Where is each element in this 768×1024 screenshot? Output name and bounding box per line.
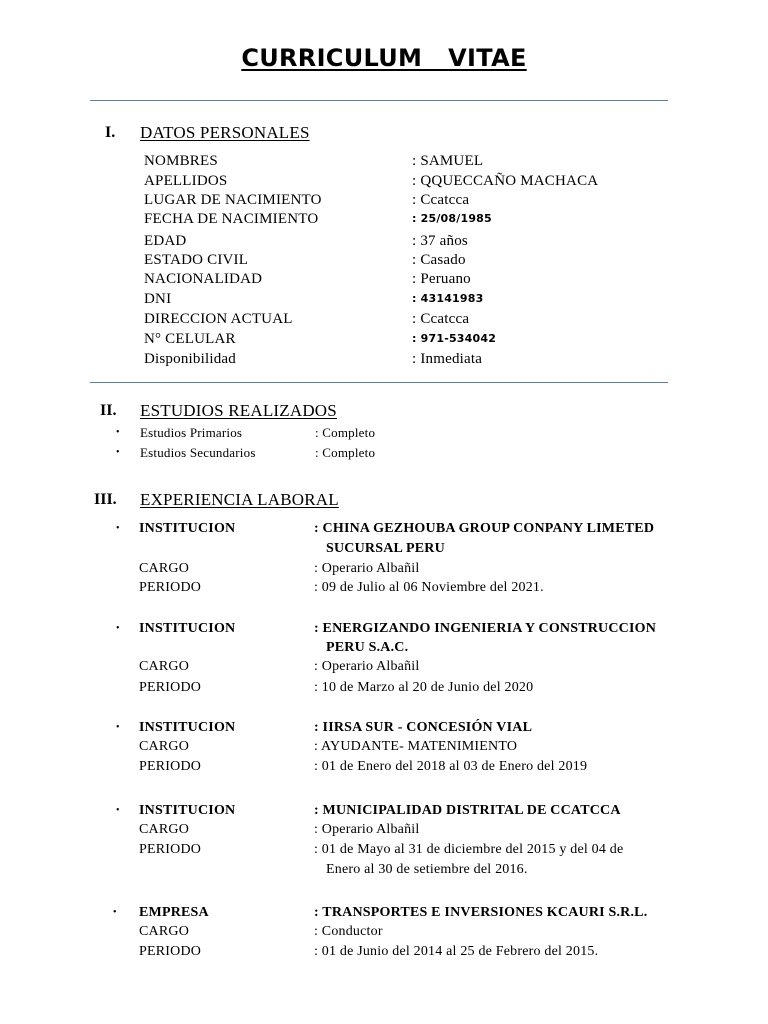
experience-head-continuation: SUCURSAL PERU [326, 541, 445, 556]
personal-label: FECHA DE NACIMIENTO [144, 211, 319, 227]
bullet: • [116, 805, 120, 816]
studies-value: : Completo [315, 445, 376, 460]
experience-periodo-label: PERIODO [139, 842, 202, 857]
experience-periodo-label: PERIODO [139, 680, 202, 695]
experience-cargo-value: : Operario Albañil [314, 561, 420, 576]
studies-row [140, 423, 376, 443]
experience-head-label: INSTITUCION [139, 803, 236, 818]
personal-label: Disponibilidad [144, 351, 236, 367]
experience-head-value: : MUNICIPALIDAD DISTRITAL DE CCATCCA [314, 803, 621, 818]
section-number-studies: II. [100, 402, 117, 419]
experience-periodo-label: PERIODO [139, 759, 202, 774]
experience-periodo-row [139, 942, 599, 962]
personal-value: : QQUECCAÑO MACHACA [412, 173, 599, 189]
personal-value: : Peruano [412, 271, 471, 287]
personal-label: LUGAR DE NACIMIENTO [144, 192, 322, 208]
personal-value: : Ccatcca [412, 192, 470, 208]
personal-label: DNI [144, 291, 172, 307]
experience-head-continuation: PERU S.A.C. [326, 640, 409, 655]
bullet: • [116, 427, 120, 438]
section-number-personal: I. [105, 124, 116, 141]
experience-periodo-label: PERIODO [139, 944, 202, 959]
personal-label: DIRECCION ACTUAL [144, 311, 293, 327]
studies-label: Estudios Primarios [140, 425, 243, 440]
experience-periodo-row [139, 678, 534, 698]
experience-head-value: : CHINA GEZHOUBA GROUP CONPANY LIMETED [314, 521, 655, 536]
experience-head-value: : ENERGIZANDO INGENIERIA Y CONSTRUCCION [314, 621, 657, 636]
experience-head-value: : IIRSA SUR - CONCESIÓN VIAL [314, 720, 533, 735]
experience-periodo-value: : 09 de Julio al 06 Noviembre del 2021. [314, 580, 544, 595]
experience-cargo-value: : AYUDANTE- MATENIMIENTO [314, 739, 518, 754]
experience-head-row [139, 619, 657, 639]
bullet: • [116, 523, 120, 534]
experience-cargo-row [139, 922, 383, 942]
experience-periodo-row [139, 840, 624, 860]
experience-periodo-row [139, 578, 544, 598]
experience-head-row [139, 801, 621, 821]
experience-cargo-value: : Conductor [314, 924, 383, 939]
experience-head-label: INSTITUCION [139, 521, 236, 536]
experience-cargo-row [139, 559, 420, 579]
personal-value: : 37 años [412, 233, 468, 249]
bullet: • [113, 907, 117, 918]
bullet: • [116, 722, 120, 733]
studies-row [140, 443, 376, 463]
experience-cargo-label: CARGO [139, 561, 190, 576]
personal-label: NOMBRES [144, 153, 218, 169]
experience-cargo-label: CARGO [139, 822, 190, 837]
personal-label: N° CELULAR [144, 331, 236, 347]
personal-label: APELLIDOS [144, 173, 228, 189]
experience-periodo-value: : 01 de Junio del 2014 al 25 de Febrero del 2015. [314, 944, 599, 959]
experience-cargo-row [139, 737, 518, 757]
experience-head-label: INSTITUCION [139, 720, 236, 735]
experience-periodo-value: : 01 de Mayo al 31 de diciembre del 2015 y del 04 de [314, 842, 624, 857]
experience-periodo-continuation: Enero al 30 de setiembre del 2016. [326, 862, 528, 877]
experience-periodo-value: : 01 de Enero del 2018 al 03 de Enero del 2019 [314, 759, 588, 774]
experience-periodo-row [139, 757, 588, 777]
experience-cargo-label: CARGO [139, 739, 190, 754]
experience-cargo-value: : Operario Albañil [314, 659, 420, 674]
document-title: CURRICULUM VITAE [241, 44, 527, 72]
experience-head-value: : TRANSPORTES E INVERSIONES KCAURI S.R.L. [314, 905, 648, 920]
divider-middle [90, 382, 668, 383]
section-title-personal: DATOS PERSONALES [140, 123, 310, 142]
experience-head-label: EMPRESA [139, 905, 209, 920]
experience-head-row [139, 519, 655, 539]
section-title-experience: EXPERIENCIA LABORAL [140, 490, 339, 509]
personal-value: : 971-534042 [412, 332, 497, 345]
personal-value: : 43141983 [412, 292, 484, 305]
personal-value: : Casado [412, 252, 466, 268]
personal-value: : 25/08/1985 [412, 212, 492, 225]
divider-top [90, 100, 668, 101]
personal-value: : SAMUEL [412, 153, 484, 169]
experience-cargo-value: : Operario Albañil [314, 822, 420, 837]
experience-periodo-value: : 10 de Marzo al 20 de Junio del 2020 [314, 680, 534, 695]
experience-cargo-label: CARGO [139, 659, 190, 674]
personal-label: ESTADO CIVIL [144, 252, 249, 268]
personal-label: NACIONALIDAD [144, 271, 263, 287]
experience-periodo-label: PERIODO [139, 580, 202, 595]
studies-value: : Completo [315, 425, 376, 440]
personal-value: : Ccatcca [412, 311, 470, 327]
experience-cargo-row [139, 820, 420, 840]
experience-head-row [139, 718, 533, 738]
personal-value: : Inmediata [412, 351, 483, 367]
section-number-experience: III. [94, 491, 117, 508]
bullet: • [116, 447, 120, 458]
experience-cargo-label: CARGO [139, 924, 190, 939]
studies-label: Estudios Secundarios [140, 445, 256, 460]
experience-head-label: INSTITUCION [139, 621, 236, 636]
experience-head-row [139, 903, 648, 923]
section-title-studies: ESTUDIOS REALIZADOS [140, 401, 337, 420]
personal-label: EDAD [144, 233, 187, 249]
bullet: • [116, 623, 120, 634]
experience-cargo-row [139, 657, 420, 677]
